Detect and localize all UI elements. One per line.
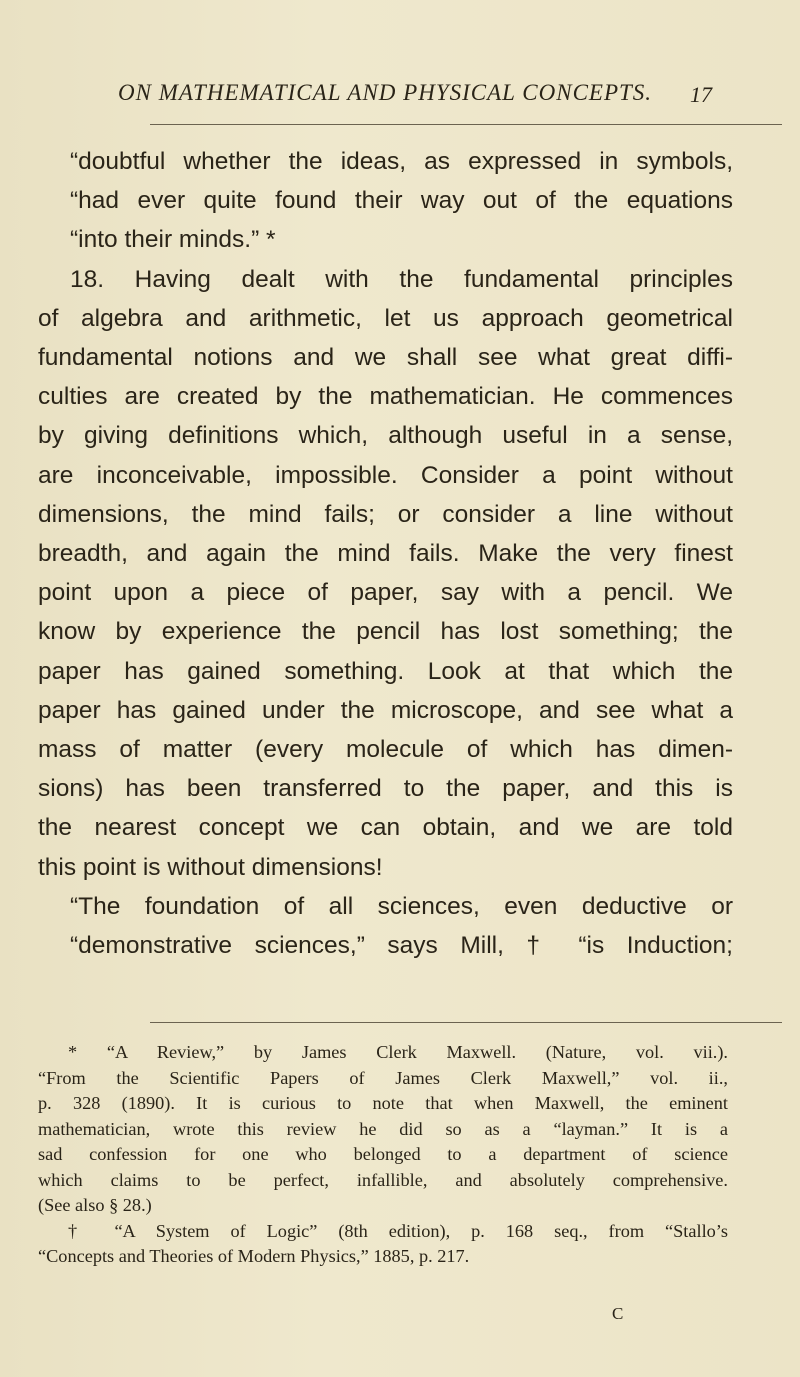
text-line: are inconceivable, impossible. Consider a point without: [38, 461, 733, 489]
footnote-line: (See also § 28.): [38, 1195, 152, 1215]
text-line: “The foundation of all sciences, even deductive or: [70, 892, 733, 920]
text-line: breadth, and again the mind fails. Make the very finest: [38, 540, 733, 568]
text-line: paper has gained something. Look at that which the: [38, 657, 733, 685]
text-line: “into their minds.” *: [70, 226, 276, 254]
signature-mark: C: [612, 1304, 624, 1323]
text-line: “demonstrative sciences,” says Mill, † “is Induction;: [70, 932, 733, 960]
text-line: by giving definitions which, although useful in a sense,: [38, 422, 733, 450]
footnote-line: “From the Scientific Papers of James Clerk Maxwell,” vol. ii.,: [38, 1067, 728, 1088]
footnote-line: p. 328 (1890). It is curious to note that when Maxwell, the eminent: [38, 1093, 728, 1113]
text-line: of algebra and arithmetic, let us approach geometrical: [38, 304, 733, 332]
text-line: dimensions, the mind fails; or consider a line without: [38, 500, 733, 528]
text-line: know by experience the pencil has lost something; the: [38, 618, 733, 646]
text-line: this point is without dimensions!: [38, 853, 383, 881]
text-line: fundamental notions and we shall see what great diffi-: [38, 344, 733, 372]
text-line: sions) has been transferred to the paper, and this is: [38, 775, 733, 803]
text-line: “had ever quite found their way out of the equations: [70, 187, 733, 215]
text-line: mass of matter (every molecule of which has dimen-: [38, 736, 733, 764]
footnote-line: sad confession for one who belonged to a department of science: [38, 1144, 728, 1164]
footnote-line: “Concepts and Theories of Modern Physics,” 1885, p. 217.: [38, 1246, 470, 1266]
footnote-rule: [150, 1022, 782, 1023]
footnote-line: which claims to be perfect, infallible, and absolutely comprehensive.: [38, 1169, 728, 1190]
text-line: 18. Having dealt with the fundamental principles: [70, 265, 733, 293]
text-line: the nearest concept we can obtain, and we are told: [38, 814, 733, 842]
text-line: “doubtful whether the ideas, as expressed in symbols,: [70, 148, 733, 175]
text-line: point upon a piece of paper, say with a pencil. We: [38, 579, 733, 607]
footnote-line: † “A System of Logic” (8th edition), p. 168 seq., from “Stallo’s: [68, 1220, 728, 1241]
text-line: culties are created by the mathematician. He commences: [38, 383, 733, 411]
footnotes: [38, 1040, 728, 1270]
footnote-line: * “A Review,” by James Clerk Maxwell. (Nature, vol. vii.).: [68, 1042, 728, 1062]
text-line: paper has gained under the microscope, and see what a: [38, 696, 733, 724]
running-header: ON MATHEMATICAL AND PHYSICAL CONCEPTS.: [118, 80, 653, 105]
main-text: [38, 142, 733, 965]
header-rule: [150, 124, 782, 125]
page-number: 17: [690, 82, 712, 107]
footnote-line: mathematician, wrote this review he did so as a “layman.” It is a: [38, 1118, 728, 1139]
